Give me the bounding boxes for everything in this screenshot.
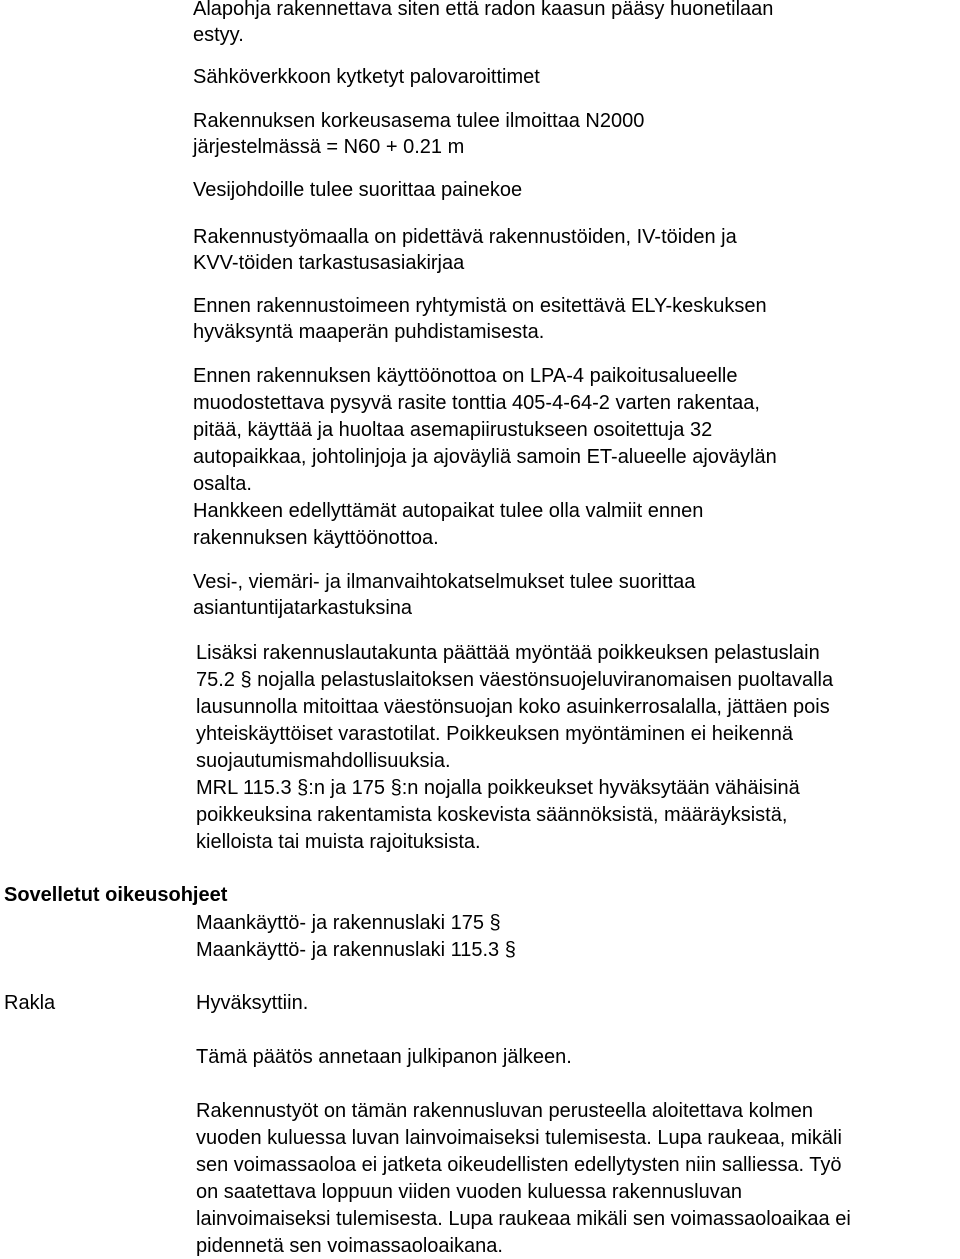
- text-line: Lisäksi rakennuslautakunta päättää myöntää poikkeuksen pelastuslain: [196, 642, 820, 664]
- text-line: asiantuntijatarkastuksina: [193, 597, 413, 619]
- text-line: poikkeuksina rakentamista koskevista säännöksistä, määräyksistä,: [196, 804, 788, 826]
- text-line: suojautumismahdollisuuksia.: [196, 750, 451, 772]
- text-line: MRL 115.3 §:n ja 175 §:n nojalla poikkeukset hyväksytään vähäisinä: [196, 777, 800, 799]
- text-line: Ennen rakennustoimeen ryhtymistä on esitettävä ELY-keskuksen: [193, 295, 767, 317]
- text-line: Rakennustyömaalla on pidettävä rakennustöiden, IV-töiden ja: [193, 226, 737, 248]
- text-line: yhteiskäyttöiset varastotilat. Poikkeuksen myöntäminen ei heikennä: [196, 723, 793, 745]
- text-line: Sähköverkkoon kytketyt palovaroittimet: [193, 66, 540, 88]
- text-line: lausunnolla mitoittaa väestönsuojan koko asuinkerrosalalla, jättäen pois: [196, 696, 830, 718]
- decision-result: Hyväksyttiin.: [196, 992, 309, 1014]
- text-line: Alapohja rakennettava siten että radon kaasun pääsy huonetilaan: [193, 0, 774, 20]
- text-line: Vesi-, viemäri- ja ilmanvaihtokatselmukset tulee suorittaa: [193, 571, 696, 593]
- text-line: pitää, käyttää ja huoltaa asemapiirustukseen osoitettuja 32: [193, 419, 713, 441]
- text-line: Vesijohdoille tulee suorittaa painekoe: [193, 179, 523, 201]
- text-line: Hankkeen edellyttämät autopaikat tulee olla valmiit ennen: [193, 500, 704, 522]
- text-line: vuoden kuluessa luvan lainvoimaiseksi tulemisesta. Lupa raukeaa, mikäli: [196, 1127, 842, 1149]
- text-line: 75.2 § nojalla pelastuslaitoksen väestönsuojeluviranomaisen puoltavalla: [196, 669, 834, 691]
- section-heading: Sovelletut oikeusohjeet: [4, 884, 228, 906]
- text-line: hyväksyntä maaperän puhdistamisesta.: [193, 321, 545, 343]
- text-line: KVV-töiden tarkastusasiakirjaa: [193, 252, 465, 274]
- text-line: järjestelmässä = N60 + 0.21 m: [193, 136, 465, 158]
- decision-maker-label: Rakla: [4, 992, 56, 1014]
- text-line: Rakennuksen korkeusasema tulee ilmoittaa N2000: [193, 110, 645, 132]
- text-line: Rakennustyöt on tämän rakennusluvan perusteella aloitettava kolmen: [196, 1100, 814, 1122]
- text-line: kielloista tai muista rajoituksista.: [196, 831, 481, 853]
- text-line: Ennen rakennuksen käyttöönottoa on LPA-4 paikoitusalueelle: [193, 365, 738, 387]
- text-line: sen voimassaoloa ei jatketa oikeudellisten edellytysten niin salliessa. Työ: [196, 1154, 842, 1176]
- publication-note: Tämä päätös annetaan julkipanon jälkeen.: [196, 1046, 572, 1068]
- text-line: estyy.: [193, 24, 244, 46]
- text-line: lainvoimaiseksi tulemisesta. Lupa raukeaa mikäli sen voimassaoloaikaa ei: [196, 1208, 851, 1230]
- text-line: osalta.: [193, 473, 252, 495]
- text-line: autopaikkaa, johtolinjoja ja ajoväyliä samoin ET-alueelle ajoväylän: [193, 446, 777, 468]
- text-line: muodostettava pysyvä rasite tonttia 405-4-64-2 varten rakentaa,: [193, 392, 760, 414]
- legal-reference: Maankäyttö- ja rakennuslaki 175 §: [196, 912, 501, 934]
- text-line: on saatettava loppuun viiden vuoden kuluessa rakennusluvan: [196, 1181, 742, 1203]
- text-line: rakennuksen käyttöönottoa.: [193, 527, 439, 549]
- text-line: pidennetä sen voimassaoloaikana.: [196, 1235, 503, 1257]
- legal-reference: Maankäyttö- ja rakennuslaki 115.3 §: [196, 939, 516, 961]
